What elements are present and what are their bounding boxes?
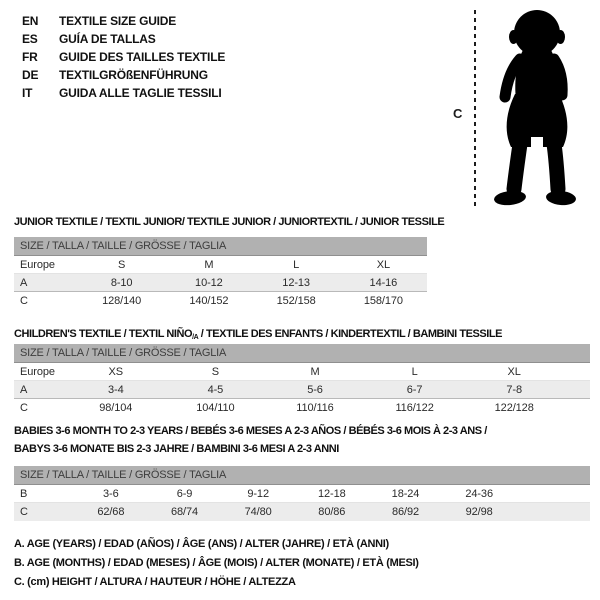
babies-table-title-line1: BABIES 3-6 MONTH TO 2-3 YEARS / BEBÉS 3-6 MESES A 2-3 AÑOS / BÉBÉS 3-6 MOIS À 2-3 ANS /	[14, 425, 487, 437]
row-label: C	[20, 506, 28, 518]
table-cell: M	[204, 258, 214, 271]
table-cell: 7-8	[506, 383, 522, 396]
table-cell: 68/74	[170, 506, 198, 518]
row-label: C	[20, 295, 28, 307]
table-rows	[14, 256, 427, 310]
language-code: DE	[22, 68, 39, 82]
row-label: C	[20, 402, 28, 414]
table-rows	[14, 363, 590, 417]
table-cell: XL	[376, 258, 390, 271]
row-label: B	[20, 487, 28, 500]
language-row	[22, 30, 225, 48]
junior-table-title: JUNIOR TEXTILE / TEXTIL JUNIOR/ TEXTILE JUNIOR / JUNIORTEXTIL / JUNIOR TESSILE	[14, 216, 445, 228]
children-title-post: / TEXTILE DES ENFANTS / KINDERTEXTIL / BAMBINI TESSILE	[198, 328, 503, 340]
table-cell: 14-16	[369, 276, 398, 289]
footnote-age-months: B. AGE (MONTHS) / EDAD (MESES) / ÂGE (MOIS) / ALTER (MONATE) / ETÀ (MESI)	[14, 556, 419, 569]
table-cell: 10-12	[195, 276, 223, 289]
footnotes	[14, 534, 419, 591]
children-table-title	[14, 328, 502, 341]
table-cell: 128/140	[102, 295, 142, 307]
language-title: GUIDA ALLE TAGLIE TESSILI	[59, 86, 222, 100]
table-cell: L	[411, 365, 418, 378]
table-row	[14, 381, 590, 399]
table-cell: 80/86	[318, 506, 346, 518]
table-row	[14, 363, 590, 381]
babies-table-title-line2: BABYS 3-6 MONATE BIS 2-3 JAHRE / BAMBINI 3-6 MESI A 2-3 ANNI	[14, 443, 339, 455]
row-label: A	[20, 276, 28, 289]
table-row	[14, 256, 427, 274]
table-row	[14, 292, 427, 310]
row-label: Europe	[20, 258, 55, 271]
table-cell: L	[293, 258, 300, 271]
table-cell: XL	[507, 365, 521, 378]
table-cell: M	[310, 365, 320, 378]
language-row	[22, 66, 225, 84]
language-row	[22, 12, 225, 30]
table-cell: 9-12	[247, 487, 269, 500]
toddler-silhouette-icon	[487, 6, 587, 210]
table-cell: S	[118, 258, 126, 271]
language-code: IT	[22, 86, 33, 100]
table-cell: 4-5	[207, 383, 224, 396]
table-cell: 110/116	[296, 402, 334, 414]
footnote-age-years: A. AGE (YEARS) / EDAD (AÑOS) / ÂGE (ANS) / ALTER (JAHRE) / ETÀ (ANNI)	[14, 537, 389, 550]
language-code: EN	[22, 14, 39, 28]
table-cell: 8-10	[110, 276, 133, 289]
babies-size-table	[14, 466, 590, 521]
table-row	[14, 274, 427, 292]
table-cell: 62/68	[97, 506, 125, 518]
table-row	[14, 399, 590, 417]
table-cell: 6-9	[176, 487, 193, 500]
table-cell: 74/80	[244, 506, 272, 518]
table-rows	[14, 485, 590, 521]
table-cell: 12-13	[282, 276, 310, 289]
size-header-band: SIZE / TALLA / TAILLE / GRÖSSE / TAGLIA	[14, 237, 427, 256]
table-cell: 92/98	[465, 506, 493, 518]
table-cell: 98/104	[99, 402, 133, 414]
language-row	[22, 84, 225, 102]
junior-size-table	[14, 237, 427, 310]
size-header-band: SIZE / TALLA / TAILLE / GRÖSSE / TAGLIA	[14, 466, 590, 485]
children-title-pre: CHILDREN'S TEXTILE / TEXTIL NIÑO	[14, 328, 193, 340]
children-size-table	[14, 344, 590, 417]
table-cell: 3-4	[107, 383, 124, 396]
height-measure-label: C	[453, 106, 463, 121]
table-cell: 24-36	[465, 487, 493, 500]
size-header-band: SIZE / TALLA / TAILLE / GRÖSSE / TAGLIA	[14, 344, 590, 363]
table-cell: 12-18	[318, 487, 346, 500]
table-cell: 122/128	[494, 402, 534, 414]
table-row	[14, 485, 590, 503]
language-title: TEXTILGRÖßENFÜHRUNG	[59, 68, 208, 82]
table-cell: 5-6	[307, 383, 323, 396]
table-cell: 3-6	[103, 487, 119, 500]
table-row	[14, 503, 590, 521]
table-cell: S	[211, 365, 220, 378]
children-title-subscript: /A	[192, 334, 199, 341]
language-title: GUIDE DES TAILLES TEXTILE	[59, 50, 226, 64]
row-label: A	[20, 383, 28, 396]
language-code: FR	[22, 50, 38, 64]
table-cell: 116/122	[395, 402, 434, 414]
table-cell: 140/152	[189, 295, 229, 307]
language-header	[22, 12, 225, 102]
height-measure-dashed-line	[474, 10, 476, 210]
table-cell: 104/110	[196, 402, 235, 414]
footnote-height-cm: C. (cm) HEIGHT / ALTURA / HAUTEUR / HÖHE / ALTEZZA	[14, 575, 296, 588]
table-cell: 6-7	[406, 383, 423, 396]
language-title: GUÍA DE TALLAS	[59, 32, 156, 46]
language-row	[22, 48, 225, 66]
table-cell: 158/170	[363, 295, 403, 307]
row-label: Europe	[20, 365, 55, 378]
table-cell: XS	[108, 365, 124, 378]
language-title: TEXTILE SIZE GUIDE	[59, 14, 177, 28]
table-cell: 152/158	[276, 295, 316, 307]
language-code: ES	[22, 32, 38, 46]
table-cell: 18-24	[391, 487, 420, 500]
table-cell: 86/92	[391, 506, 419, 518]
